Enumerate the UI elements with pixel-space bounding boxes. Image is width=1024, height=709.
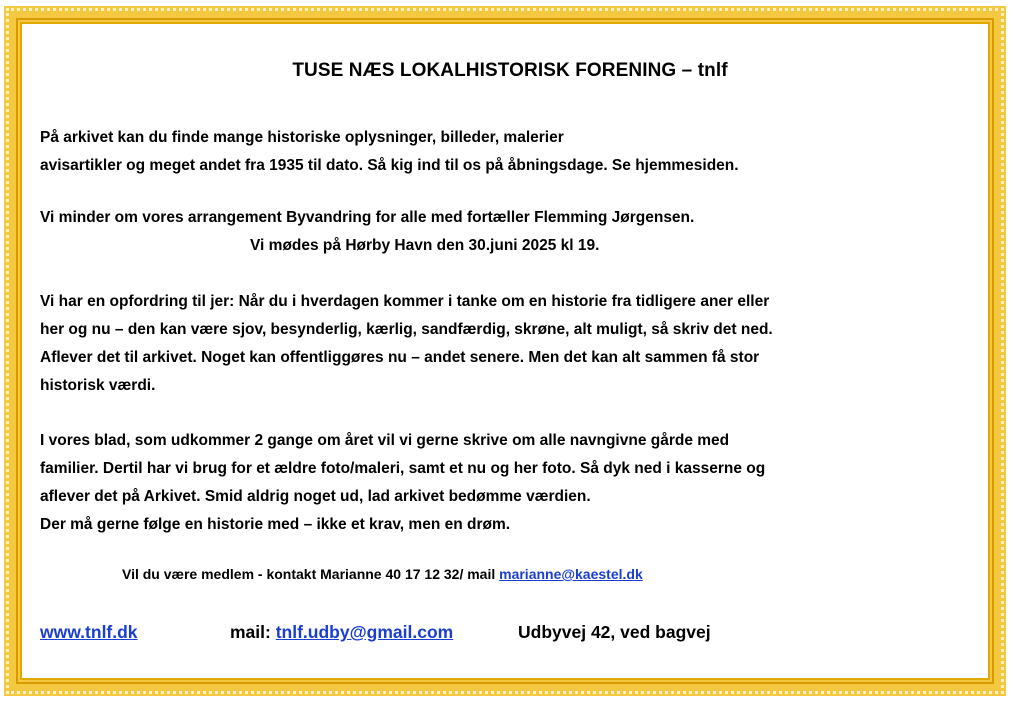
mail-link[interactable]: tnlf.udby@gmail.com bbox=[275, 622, 454, 642]
paragraph-line: avisartikler og meget andet fra 1935 til dato. Så kig ind til os på åbningsdage. Se hjemmesiden. bbox=[40, 157, 739, 174]
paragraph-request bbox=[40, 288, 980, 400]
address: Udbyvej 42, ved bagvej bbox=[518, 622, 711, 642]
event-date-line: Vi mødes på Hørby Havn den 30.juni 2025 kl 19. bbox=[250, 237, 600, 254]
paragraph-line: Aflever det til arkivet. Noget kan offentliggøres nu – andet senere. Men det kan alt sammen få stor bbox=[40, 349, 760, 366]
notice-content bbox=[40, 0, 980, 700]
membership-email-link[interactable]: marianne@kaestel.dk bbox=[499, 566, 643, 582]
paragraph-line: familier. Dertil har vi brug for et ældre foto/maleri, samt et nu og her foto. Så dyk ned i kasserne og bbox=[40, 460, 766, 477]
page-title: TUSE NÆS LOKALHISTORISK FORENING – tnlf bbox=[292, 60, 728, 81]
website-link[interactable]: www.tnlf.dk bbox=[40, 622, 138, 642]
paragraph-line: Der må gerne følge en historie med – ikke et krav, men en drøm. bbox=[40, 516, 511, 533]
paragraph-line: I vores blad, som udkommer 2 gange om året vil vi gerne skrive om alle navngivne gårde med bbox=[40, 432, 730, 449]
paragraph-event bbox=[40, 204, 980, 260]
paragraph-archive bbox=[40, 124, 980, 180]
mail-label: mail: bbox=[230, 622, 276, 642]
paragraph-line: Vi minder om vores arrangement Byvandring for alle med fortæller Flemming Jørgensen. bbox=[40, 209, 695, 226]
paragraph-magazine bbox=[40, 427, 980, 539]
paragraph-line: her og nu – den kan være sjov, besynderlig, kærlig, sandfærdig, skrøne, alt muligt, så skriv det ned. bbox=[40, 321, 773, 338]
paragraph-line: På arkivet kan du finde mange historiske oplysninger, billeder, malerier bbox=[40, 129, 564, 146]
paragraph-line: Vi har en opfordring til jer: Når du i hverdagen kommer i tanke om en historie fra tidligere aner eller bbox=[40, 293, 770, 310]
footer-mail bbox=[230, 622, 453, 643]
membership-line bbox=[122, 566, 643, 582]
membership-text: Vil du være medlem - kontakt Marianne 40 17 12 32/ mail bbox=[122, 566, 500, 582]
paragraph-line: aflever det på Arkivet. Smid aldrig noget ud, lad arkivet bedømme værdien. bbox=[40, 488, 591, 505]
paragraph-line: historisk værdi. bbox=[40, 377, 156, 394]
